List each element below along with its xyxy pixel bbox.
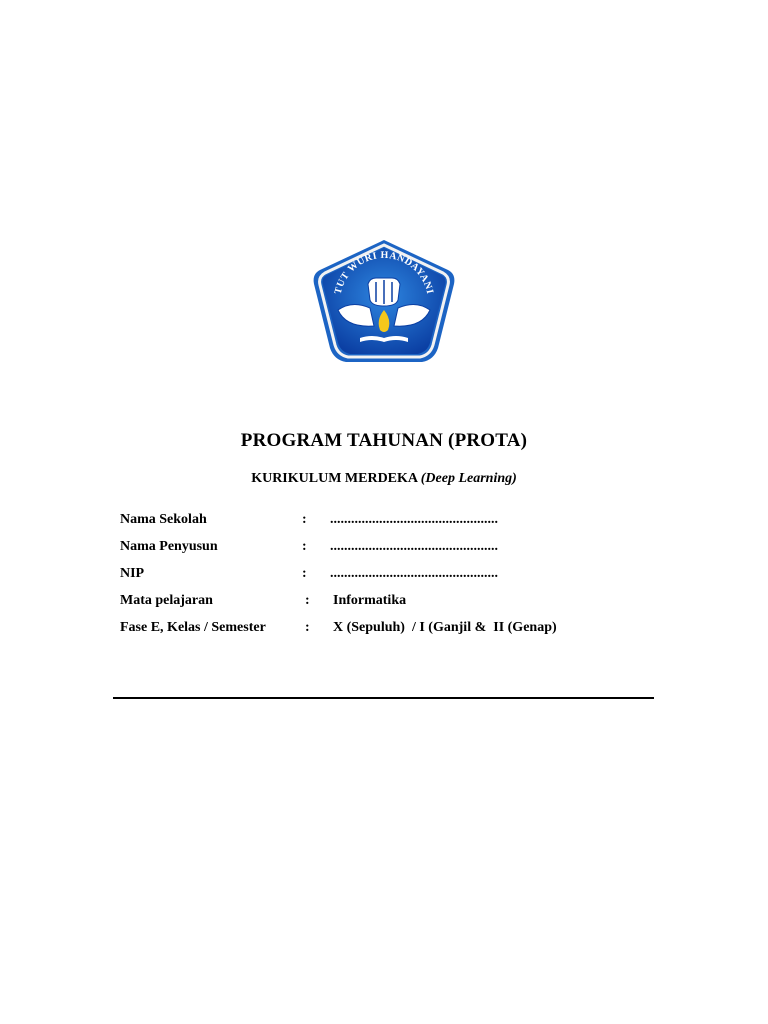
info-table	[120, 512, 660, 647]
info-value: ................................................	[330, 539, 498, 554]
info-colon: :	[302, 566, 307, 581]
info-colon: :	[305, 620, 310, 635]
subtitle-main: KURIKULUM MERDEKA	[251, 471, 418, 486]
info-value: ................................................	[330, 566, 498, 581]
info-row-nama-sekolah	[120, 512, 660, 539]
info-row-nama-penyusun	[120, 539, 660, 566]
info-colon: :	[302, 512, 307, 527]
info-label: Mata pelajaran	[120, 593, 213, 608]
tut-wuri-handayani-logo	[312, 238, 456, 370]
info-label: NIP	[120, 566, 145, 581]
info-label: Nama Sekolah	[120, 512, 207, 527]
svg-text:TUT WURI HANDAYANI: TUT WURI HANDAYANI	[332, 249, 436, 296]
info-colon: :	[305, 593, 310, 608]
info-value: ................................................	[330, 512, 498, 527]
info-label: Nama Penyusun	[120, 539, 218, 554]
subtitle-italic: (Deep Learning)	[420, 471, 517, 486]
document-subtitle	[0, 471, 768, 487]
info-row-mata-pelajaran	[120, 593, 660, 620]
info-colon: :	[302, 539, 307, 554]
horizontal-rule	[113, 697, 654, 699]
info-value: Informatika	[333, 593, 407, 608]
info-value: X (Sepuluh) / I (Ganjil & II (Genap)	[333, 620, 557, 635]
info-label: Fase E, Kelas / Semester	[120, 620, 266, 635]
info-row-fase-kelas-semester	[120, 620, 660, 647]
info-row-nip	[120, 566, 660, 593]
document-title: PROGRAM TAHUNAN (PROTA)	[240, 430, 528, 451]
